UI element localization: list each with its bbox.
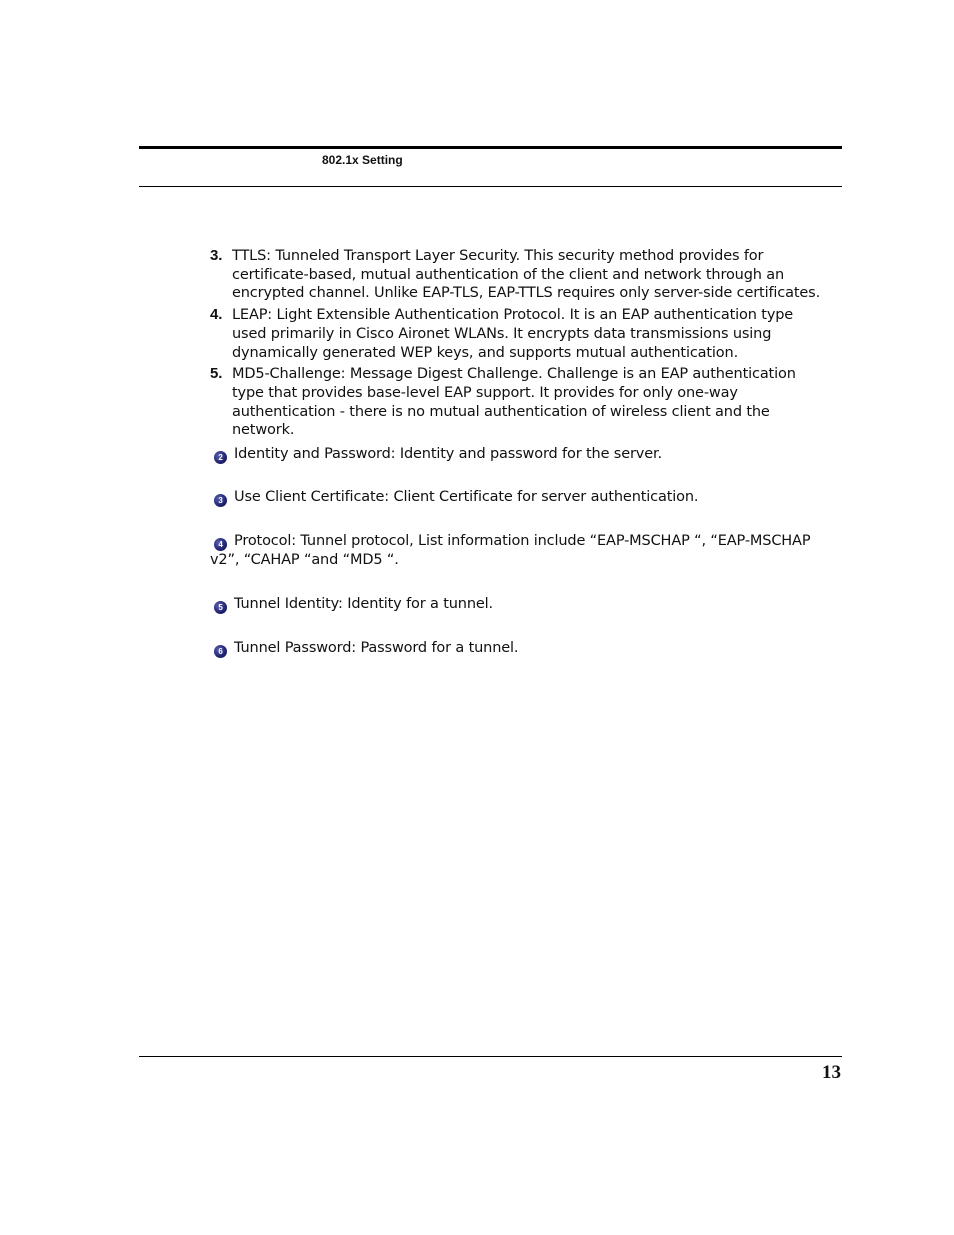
callout-text: Identity and Password: Identity and password for the server. [234, 446, 662, 462]
circled-6-icon: 6 [214, 645, 227, 658]
list-number: 3. [210, 247, 223, 264]
list-item-3 [210, 247, 830, 303]
callout-tunnel-identity [210, 595, 830, 614]
numbered-list [210, 247, 830, 443]
callout-identity-password [210, 445, 830, 464]
list-item-text: LEAP: Light Extensible Authentication Protocol. It is an EAP authentication type used primarily in Cisco Aironet WLANs. It encrypts data transmissions using dynamically generated WEP keys, and supports mutual authentication. [232, 307, 794, 361]
callout-client-certificate [210, 488, 830, 507]
callout-protocol [210, 532, 830, 570]
list-item-text: TTLS: Tunneled Transport Layer Security. This security method provides for certificate-based, mutual authentication of the client and network through an encrypted channel. Unlike EAP-TLS, EAP-TTLS requires only server-side certificates. [232, 248, 821, 302]
page-number: 13 [822, 1062, 841, 1083]
list-number: 5. [210, 365, 223, 383]
callout-text: Protocol: Tunnel protocol, List information include “EAP-MSCHAP “, “EAP-MSCHAP v2”, “CAHAP “and “MD5 “. [210, 533, 811, 568]
callout-tunnel-password [210, 639, 830, 658]
list-item-4 [210, 306, 830, 362]
callout-text: Use Client Certificate: Client Certificate for server authentication. [234, 489, 699, 505]
callout-text: Tunnel Identity: Identity for a tunnel. [234, 596, 493, 612]
header-top-rule [139, 146, 842, 149]
section-title: 802.1x Setting [322, 153, 403, 167]
list-number: 4. [210, 306, 223, 324]
header-bottom-rule [139, 186, 842, 187]
footer-rule [139, 1056, 842, 1057]
list-item-5 [210, 365, 830, 440]
circled-4-icon: 4 [214, 538, 227, 551]
callout-text: Tunnel Password: Password for a tunnel. [234, 640, 519, 656]
circled-3-icon: 3 [214, 494, 227, 507]
circled-2-icon: 2 [214, 451, 227, 464]
list-item-text: MD5-Challenge: Message Digest Challenge. Challenge is an EAP authentication type that provides base-level EAP support. It provides for only one-way authentication - there is no mutual authentication of wireless client and the network. [232, 366, 796, 439]
circled-5-icon: 5 [214, 601, 227, 614]
